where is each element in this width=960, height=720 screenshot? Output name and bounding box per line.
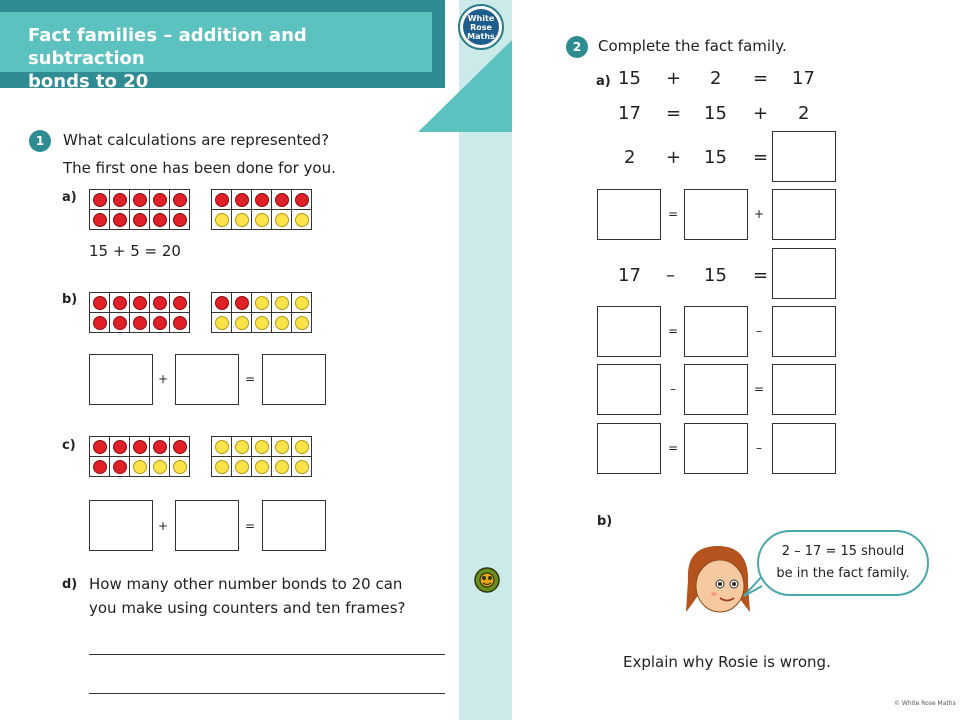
red-counter bbox=[113, 316, 127, 330]
yellow-counter bbox=[235, 460, 249, 474]
fact-number: 15 bbox=[704, 147, 727, 168]
fact-operator: + bbox=[753, 103, 769, 124]
red-counter bbox=[93, 193, 107, 207]
answer-box[interactable] bbox=[772, 306, 836, 357]
ten-frame-cell bbox=[150, 313, 169, 332]
red-counter bbox=[173, 193, 187, 207]
red-counter bbox=[173, 440, 187, 454]
red-counter bbox=[153, 296, 167, 310]
red-counter bbox=[113, 460, 127, 474]
answer-box[interactable] bbox=[684, 189, 748, 240]
red-counter bbox=[93, 213, 107, 227]
fact-operator: = bbox=[667, 324, 679, 338]
red-counter bbox=[93, 440, 107, 454]
fact-operator: + bbox=[666, 68, 682, 89]
fact-number: 17 bbox=[618, 103, 641, 124]
ten-frame-cell bbox=[252, 457, 271, 476]
answer-box[interactable] bbox=[772, 423, 836, 474]
ten-frame-cell bbox=[90, 210, 109, 229]
copyright-footer: © White Rose Maths bbox=[894, 700, 956, 707]
red-counter bbox=[255, 193, 269, 207]
fact-operator: = bbox=[666, 103, 682, 124]
white-rose-maths-logo bbox=[458, 4, 504, 50]
part-c-label: c) bbox=[62, 438, 76, 453]
ten-frame bbox=[211, 292, 312, 333]
ten-frame-cell bbox=[90, 437, 109, 456]
logo-text-2: Rose bbox=[470, 22, 492, 32]
ten-frame-cell bbox=[252, 437, 271, 456]
part-d-prompt-line1: How many other number bonds to 20 can bbox=[89, 575, 403, 593]
part-d-prompt-line2: you make using counters and ten frames? bbox=[89, 599, 406, 617]
ten-frame-cell bbox=[150, 190, 169, 209]
fact-operator: – bbox=[670, 382, 676, 396]
red-counter bbox=[153, 213, 167, 227]
fact-number: 17 bbox=[618, 265, 641, 286]
fact-operator: = bbox=[667, 207, 679, 221]
fact-number: 2 bbox=[798, 103, 810, 124]
red-counter bbox=[235, 193, 249, 207]
answer-box[interactable] bbox=[684, 306, 748, 357]
yellow-counter bbox=[215, 316, 229, 330]
part-d-label: d) bbox=[62, 577, 78, 592]
plus-sign: + bbox=[157, 372, 169, 386]
red-counter bbox=[173, 316, 187, 330]
question-2-number: 2 bbox=[566, 36, 588, 58]
question-1-prompt: What calculations are represented? bbox=[63, 131, 330, 149]
red-counter bbox=[113, 296, 127, 310]
part-a-label: a) bbox=[62, 190, 77, 205]
ten-frame-cell bbox=[170, 210, 189, 229]
red-counter bbox=[153, 193, 167, 207]
ten-frame-cell bbox=[212, 190, 231, 209]
ten-frame-cell bbox=[232, 437, 251, 456]
red-counter bbox=[235, 296, 249, 310]
answer-box[interactable] bbox=[597, 306, 661, 357]
ten-frame-cell bbox=[90, 190, 109, 209]
ten-frame-cell bbox=[110, 437, 129, 456]
ten-frame-cell bbox=[212, 437, 231, 456]
fact-operator: – bbox=[756, 441, 762, 455]
fact-number: 17 bbox=[792, 68, 815, 89]
red-counter bbox=[93, 296, 107, 310]
answer-box[interactable] bbox=[597, 364, 661, 415]
ten-frame-cell bbox=[212, 457, 231, 476]
answer-box[interactable] bbox=[684, 364, 748, 415]
fact-operator: + bbox=[666, 147, 682, 168]
ten-frame-cell bbox=[90, 457, 109, 476]
fact-operator: = bbox=[667, 441, 679, 455]
yellow-counter bbox=[215, 460, 229, 474]
ten-frame-cell bbox=[110, 313, 129, 332]
answer-box[interactable] bbox=[772, 131, 836, 182]
yellow-counter bbox=[295, 460, 309, 474]
red-counter bbox=[215, 296, 229, 310]
ten-frame-cell bbox=[212, 313, 231, 332]
ten-frame bbox=[211, 189, 312, 230]
ten-frame-cell bbox=[272, 293, 291, 312]
equals-sign: = bbox=[244, 372, 256, 386]
red-counter bbox=[133, 193, 147, 207]
answer-box[interactable] bbox=[175, 500, 239, 551]
red-counter bbox=[133, 213, 147, 227]
ten-frame-cell bbox=[130, 437, 149, 456]
yellow-counter bbox=[235, 316, 249, 330]
fact-operator: + bbox=[753, 207, 765, 221]
yellow-counter bbox=[255, 316, 269, 330]
ten-frame-cell bbox=[90, 293, 109, 312]
yellow-counter bbox=[275, 296, 289, 310]
question-1-subprompt: The first one has been done for you. bbox=[63, 159, 336, 177]
red-counter bbox=[93, 316, 107, 330]
fact-operator: = bbox=[753, 382, 765, 396]
page-title-line2: bonds to 20 bbox=[28, 71, 149, 92]
yellow-counter bbox=[255, 296, 269, 310]
ten-frame-cell bbox=[150, 293, 169, 312]
yellow-counter bbox=[173, 460, 187, 474]
explain-prompt: Explain why Rosie is wrong. bbox=[623, 653, 831, 671]
equals-sign: = bbox=[244, 519, 256, 533]
answer-box[interactable] bbox=[684, 423, 748, 474]
bug-icon bbox=[473, 566, 501, 594]
answer-box[interactable] bbox=[772, 189, 836, 240]
ten-frame-cell bbox=[252, 313, 271, 332]
ten-frame-cell bbox=[272, 190, 291, 209]
ten-frame-cell bbox=[272, 437, 291, 456]
yellow-counter bbox=[133, 460, 147, 474]
part-a-label: a) bbox=[596, 74, 611, 89]
ten-frame-cell bbox=[232, 457, 251, 476]
ten-frame-cell bbox=[292, 210, 311, 229]
red-counter bbox=[93, 460, 107, 474]
yellow-counter bbox=[275, 213, 289, 227]
ten-frame-cell bbox=[130, 457, 149, 476]
ten-frame-cell bbox=[130, 293, 149, 312]
ten-frame-cell bbox=[110, 210, 129, 229]
red-counter bbox=[133, 296, 147, 310]
yellow-counter bbox=[215, 213, 229, 227]
speech-line2: be in the fact family. bbox=[776, 566, 910, 581]
part-b-label: b) bbox=[597, 514, 613, 529]
logo-text-1: White bbox=[467, 13, 495, 23]
ten-frame-cell bbox=[292, 293, 311, 312]
ten-frame-cell bbox=[212, 293, 231, 312]
answer-box[interactable] bbox=[597, 189, 661, 240]
ten-frame-cell bbox=[292, 190, 311, 209]
ten-frame-cell bbox=[170, 457, 189, 476]
fact-number: 2 bbox=[710, 68, 722, 89]
ten-frame-cell bbox=[150, 210, 169, 229]
red-counter bbox=[153, 440, 167, 454]
ten-frame-cell bbox=[252, 293, 271, 312]
yellow-counter bbox=[275, 460, 289, 474]
ten-frame-cell bbox=[130, 313, 149, 332]
ten-frame-cell bbox=[292, 313, 311, 332]
yellow-counter bbox=[235, 213, 249, 227]
yellow-counter bbox=[255, 460, 269, 474]
ten-frame-cell bbox=[232, 293, 251, 312]
yellow-counter bbox=[275, 440, 289, 454]
red-counter bbox=[153, 316, 167, 330]
ten-frame-cell bbox=[272, 457, 291, 476]
ten-frame-cell bbox=[170, 437, 189, 456]
ten-frame-cell bbox=[272, 210, 291, 229]
question-2-prompt: Complete the fact family. bbox=[598, 37, 787, 55]
fact-operator: = bbox=[753, 147, 769, 168]
example-answer: 15 + 5 = 20 bbox=[89, 242, 181, 260]
yellow-counter bbox=[255, 440, 269, 454]
answer-box[interactable] bbox=[772, 248, 836, 299]
ten-frame-cell bbox=[212, 210, 231, 229]
ten-frame-cell bbox=[170, 190, 189, 209]
yellow-counter bbox=[295, 316, 309, 330]
fact-operator: – bbox=[756, 324, 762, 338]
red-counter bbox=[275, 193, 289, 207]
yellow-counter bbox=[153, 460, 167, 474]
answer-line[interactable] bbox=[89, 654, 445, 655]
yellow-counter bbox=[295, 296, 309, 310]
fact-operator: = bbox=[753, 68, 769, 89]
ten-frame-cell bbox=[110, 293, 129, 312]
yellow-counter bbox=[235, 440, 249, 454]
red-counter bbox=[173, 213, 187, 227]
ten-frame bbox=[89, 292, 190, 333]
page-title bbox=[28, 24, 428, 93]
yellow-counter bbox=[295, 213, 309, 227]
ten-frame-cell bbox=[130, 210, 149, 229]
fact-operator: – bbox=[666, 265, 675, 286]
red-counter bbox=[113, 440, 127, 454]
ten-frame-cell bbox=[292, 457, 311, 476]
logo-text-3: Maths bbox=[467, 31, 495, 41]
yellow-counter bbox=[275, 316, 289, 330]
speech-line1: 2 – 17 = 15 should bbox=[781, 544, 905, 559]
fact-number: 15 bbox=[704, 265, 727, 286]
red-counter bbox=[295, 193, 309, 207]
red-counter bbox=[133, 440, 147, 454]
yellow-counter bbox=[215, 440, 229, 454]
fact-number: 15 bbox=[618, 68, 641, 89]
red-counter bbox=[133, 316, 147, 330]
fact-number: 2 bbox=[624, 147, 636, 168]
page-title-line1: Fact families – addition and subtraction bbox=[28, 25, 307, 69]
ten-frame-cell bbox=[150, 457, 169, 476]
ten-frame-cell bbox=[252, 210, 271, 229]
yellow-counter bbox=[295, 440, 309, 454]
answer-line[interactable] bbox=[89, 693, 445, 694]
ten-frame-cell bbox=[232, 190, 251, 209]
ten-frame-cell bbox=[110, 190, 129, 209]
red-counter bbox=[173, 296, 187, 310]
part-b-label: b) bbox=[62, 292, 78, 307]
plus-sign: + bbox=[157, 519, 169, 533]
ten-frame-cell bbox=[170, 313, 189, 332]
question-1-number: 1 bbox=[29, 130, 51, 152]
answer-box[interactable] bbox=[262, 500, 326, 551]
answer-box[interactable] bbox=[89, 500, 153, 551]
answer-box[interactable] bbox=[597, 423, 661, 474]
red-counter bbox=[113, 193, 127, 207]
answer-box[interactable] bbox=[89, 354, 153, 405]
red-counter bbox=[215, 193, 229, 207]
ten-frame bbox=[211, 436, 312, 477]
fact-number: 15 bbox=[704, 103, 727, 124]
yellow-counter bbox=[255, 213, 269, 227]
ten-frame-cell bbox=[252, 190, 271, 209]
ten-frame-cell bbox=[232, 313, 251, 332]
answer-box[interactable] bbox=[175, 354, 239, 405]
ten-frame-cell bbox=[292, 437, 311, 456]
ten-frame-cell bbox=[130, 190, 149, 209]
answer-box[interactable] bbox=[772, 364, 836, 415]
speech-bubble bbox=[757, 530, 929, 596]
ten-frame-cell bbox=[232, 210, 251, 229]
ten-frame-cell bbox=[110, 457, 129, 476]
ten-frame-cell bbox=[170, 293, 189, 312]
ten-frame bbox=[89, 189, 190, 230]
ten-frame bbox=[89, 436, 190, 477]
ten-frame-cell bbox=[90, 313, 109, 332]
ten-frame-cell bbox=[150, 437, 169, 456]
answer-box[interactable] bbox=[262, 354, 326, 405]
fact-operator: = bbox=[753, 265, 769, 286]
ten-frame-cell bbox=[272, 313, 291, 332]
red-counter bbox=[113, 213, 127, 227]
